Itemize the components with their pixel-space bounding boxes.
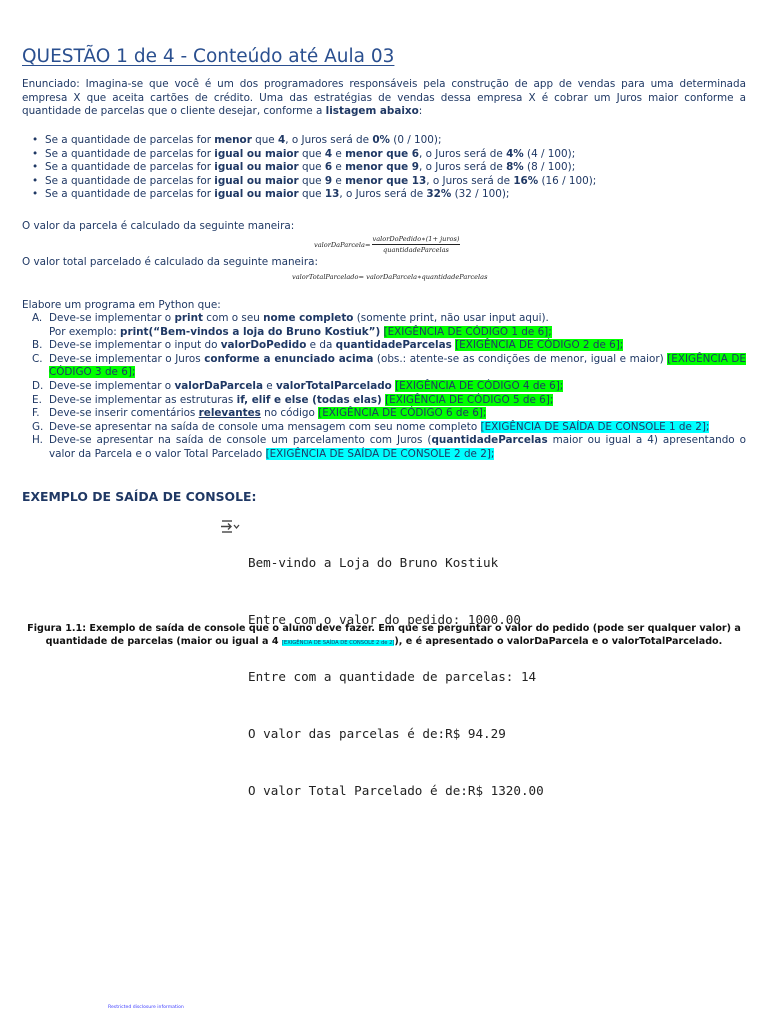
requirement-item: C. Deve-se implementar o Juros conforme a enunciado acima (obs.: atente-se as condições de menor, igual e maior) [EXIGÊNCIA DE CÓDIGO 3 de 6]; (32, 352, 746, 379)
requirement-tag: [EXIGÊNCIA DE CÓDIGO 1 de 6]; (383, 325, 552, 338)
question-title: QUESTÃO 1 de 4 - Conteúdo até Aula 03 (22, 46, 395, 67)
formula-numerator: valorDoPedido∗(1+ juros) (372, 235, 460, 243)
requirement-tag: [EXIGÊNCIA DE CÓDIGO 3 de 6]; (49, 352, 746, 379)
rule-item: • Se a quantidade de parcelas for igual ou maior que 4 e menor que 6, o Juros será de 4% (4 / 100); (32, 148, 596, 162)
requirement-tag: [EXIGÊNCIA DE CÓDIGO 4 de 6]; (395, 379, 564, 392)
requirements-list (22, 312, 746, 462)
requirement-item: F. Deve-se inserir comentários relevantes no código [EXIGÊNCIA DE CÓDIGO 6 de 6]; (32, 407, 487, 420)
rule-item: • Se a quantidade de parcelas for igual ou maior que 6 e menor que 9, o Juros será de 8% (8 / 100); (32, 161, 596, 175)
parcela-text: O valor da parcela é calculado da seguinte maneira: (22, 220, 295, 232)
footer-classification: Restricted disclosure information (108, 1005, 184, 1010)
intro-end: : (418, 105, 423, 118)
requirement-tag: [EXIGÊNCIA DE SAÍDA DE CONSOLE 1 de 2]; (480, 420, 710, 433)
output-arrow-icon (218, 518, 240, 541)
requirement-item: A. Deve-se implementar o print com o seu nome completo (somente print, não usar input aqui). Por exemplo: print(“Bem-vindos a loja do Bruno Kostiuk”) [EXIGÊNCIA DE CÓDIGO 1 de 6]; (32, 312, 552, 338)
total-text: O valor total parcelado é calculado da seguinte maneira: (22, 256, 318, 268)
requirement-item: B. Deve-se implementar o input do valorDoPedido e da quantidadeParcelas [EXIGÊNCIA DE CÓDIGO 2 de 6]; (32, 339, 624, 352)
intro-text: Enunciado: Imagina-se que você é um dos programadores responsáveis pela construção de app de vendas para uma determinada empresa X que aceita cartões de crédito. Uma das estratégias de vendas dessa empresa X é cobrar um Juros maior conforme a quantidade de parcelas que o cliente desejar, conforme a (22, 78, 746, 118)
console-line: Entre com o valor do pedido: 1000.00 (248, 612, 521, 627)
interest-rules-list (32, 134, 596, 202)
requirement-tag: [EXIGÊNCIA DE SAÍDA DE CONSOLE 2 de 2]; (265, 447, 495, 460)
console-line: Entre com a quantidade de parcelas: 14 (248, 669, 537, 684)
requirement-tag: [EXIGÊNCIA DE CÓDIGO 6 de 6]; (318, 407, 487, 420)
formula-denominator: quantidadeParcelas (383, 246, 449, 254)
caption-tag: [EXIGÊNCIA DE SAÍDA DE CONSOLE 2 de 2] (281, 640, 395, 646)
total-formula: valorTotalParcelado= valorDaParcela∗quantidadeParcelas (292, 273, 488, 281)
figure-caption: Figura 1.1: Exemplo de saída de console que o aluno deve fazer. Em que se perguntar o valor do pedido (pode ser qualquer valor) a quantidade de parcelas (maior ou igual a 4 [EXIGÊNCIA DE SAÍDA DE CONSOLE 2 de 2]), e é apresentado o valorDaParcela e o valorTotalParcelado. (27, 623, 741, 647)
parcela-formula (314, 235, 460, 254)
console-line: Bem-vindo a Loja do Bruno Kostiuk (248, 555, 499, 570)
requirement-item: G. Deve-se apresentar na saída de console uma mensagem com seu nome completo [EXIGÊNCIA DE SAÍDA DE CONSOLE 1 de 2]; (32, 420, 710, 433)
requirement-item: H. Deve-se apresentar na saída de console um parcelamento com Juros (quantidadeParcelas maior ou igual a 4) apresentando o valor da Parcela e o valor Total Parcelado [EXIGÊNCIA DE SAÍDA DE CONSOLE 2 de 2]; (32, 434, 746, 460)
intro-bold: listagem abaixo (325, 105, 419, 118)
requirement-tag: [EXIGÊNCIA DE CÓDIGO 2 de 6]; (455, 339, 624, 352)
requirement-item: D. Deve-se implementar o valorDaParcela e valorTotalParcelado [EXIGÊNCIA DE CÓDIGO 4 de 6]; (32, 379, 564, 392)
requirement-item: E. Deve-se implementar as estruturas if, elif e else (todas elas) [EXIGÊNCIA DE CÓDIGO 5 de 6]; (32, 393, 554, 406)
console-line: O valor das parcelas é de:R$ 94.29 (248, 726, 506, 741)
console-line: O valor Total Parcelado é de:R$ 1320.00 (248, 783, 544, 798)
section-title: EXEMPLO DE SAÍDA DE CONSOLE: (22, 489, 257, 504)
rule-item: • Se a quantidade de parcelas for igual ou maior que 9 e menor que 13, o Juros será de 16% (16 / 100); (32, 175, 596, 189)
rule-item: • Se a quantidade de parcelas for igual ou maior que 13, o Juros será de 32% (32 / 100); (32, 188, 596, 202)
intro-paragraph (22, 78, 746, 119)
requirement-tag: [EXIGÊNCIA DE CÓDIGO 5 de 6]; (385, 393, 554, 406)
formula-lhs: valorDaParcela= (314, 240, 371, 249)
elabore-text: Elabore um programa em Python que: (22, 299, 221, 311)
rule-item: • Se a quantidade de parcelas for menor que 4, o Juros será de 0% (0 / 100); (32, 134, 596, 148)
